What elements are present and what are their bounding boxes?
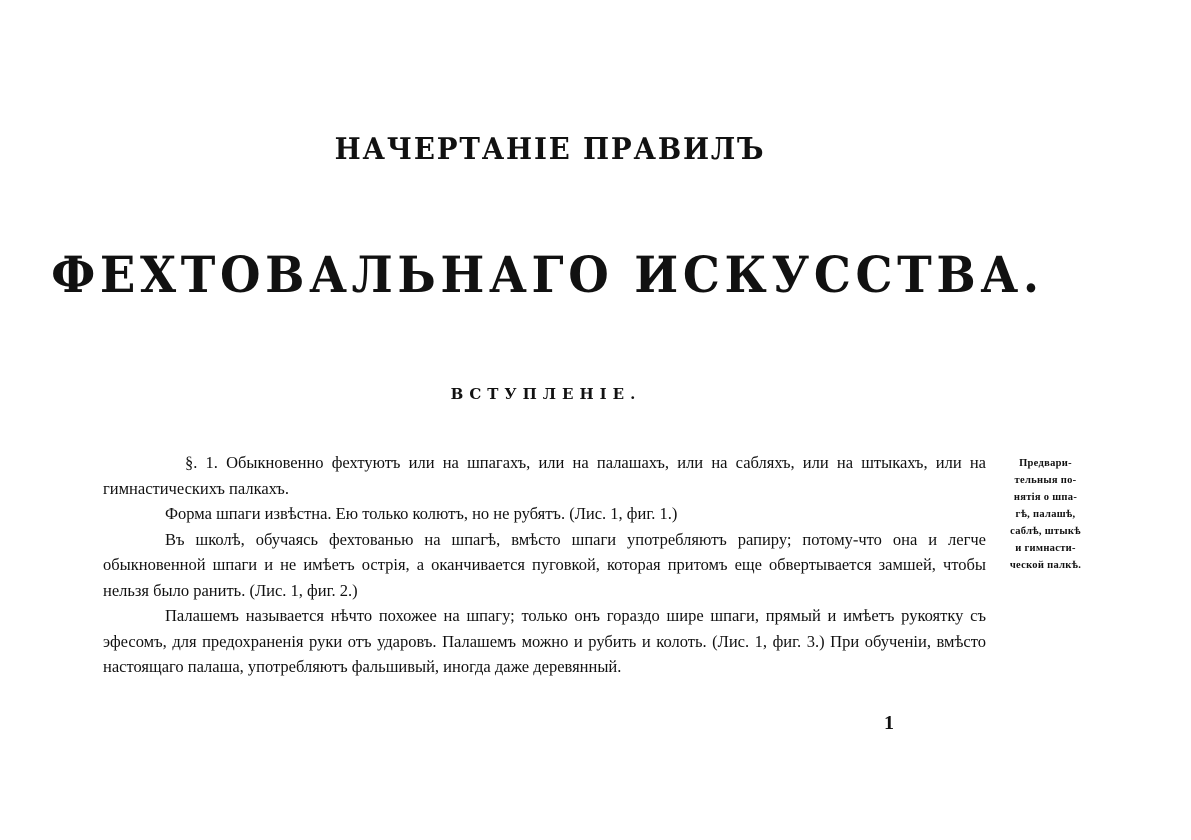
page-number: 1 [884, 712, 894, 734]
paragraph-4: Палашемъ называется нѣчто похожее на шпагу; только онъ гораздо шире шпаги, прямый и имѣетъ рукоятку съ эфесомъ, для предохраненія руки отъ ударовъ. Палашемъ можно и рубить и колоть. (Лис. 1, фиг. 3.) При обученіи, вмѣсто настоящаго палаша, употребляютъ фальшивый, иногда даже деревянный. [103, 606, 986, 676]
title-line-2: ФЕХТОВАЛЬНАГО ИСКУССТВА. [51, 245, 1044, 304]
margin-note-line: Предвари- [1019, 458, 1072, 469]
margin-note-line: и гимнасти- [1015, 543, 1076, 554]
paragraph-1: §. 1. Обыкновенно фехтуютъ или на шпагахъ, или на палашахъ, или на сабляхъ, или на штыкахъ, или на гимнастическихъ палкахъ. [103, 453, 986, 498]
paragraph-2: Форма шпаги извѣстна. Ею только колютъ, но не рубятъ. (Лис. 1, фиг. 1.) [165, 504, 678, 523]
margin-note-line: нятія о шпа- [1013, 492, 1078, 503]
margin-note-line: гѣ, палашѣ, [1015, 509, 1076, 520]
paragraph-3: Въ школѣ, обучаясь фехтованью на шпагѣ, вмѣсто шпаги употребляютъ рапиру; потому-что она и легче обыкновенной шпаги и не имѣетъ острія, а оканчивается пуговкой, которая притомъ еще обвертывается замшей, чтобы нельзя было ранить. (Лис. 1, фиг. 2.) [103, 529, 986, 600]
margin-note-line: саблѣ, штыкѣ [1010, 526, 1081, 537]
margin-note-line: тельныя по- [1014, 475, 1077, 486]
title-line-1: НАЧЕРТАНІЕ ПРАВИЛЪ [334, 132, 766, 167]
body-text [103, 450, 986, 680]
margin-note [998, 455, 1093, 574]
section-heading: ВСТУПЛЕНІЕ. [450, 385, 642, 403]
margin-note-line: ческой палкѣ. [1009, 560, 1082, 571]
